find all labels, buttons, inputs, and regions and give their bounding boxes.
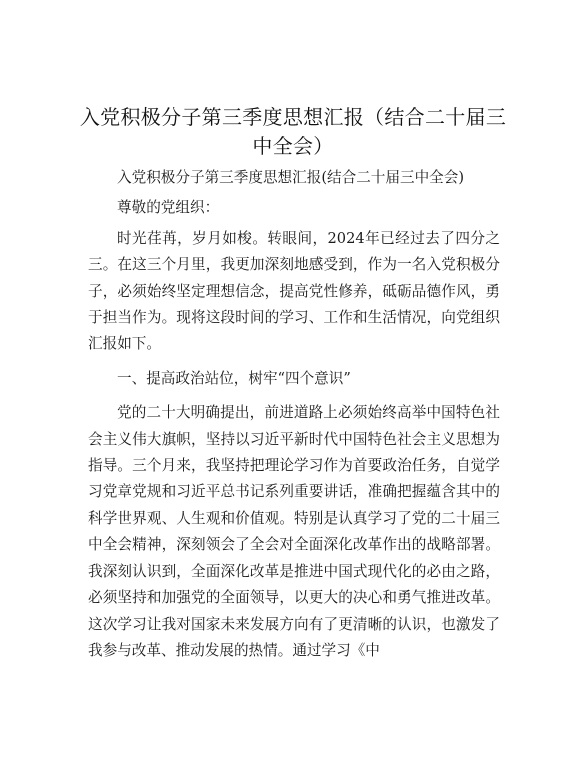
paragraph-intro: 时光荏苒，岁月如梭。转眼间，2024年已经过去了四分之三。在这三个月里，我更加深刻地感受到，作为一名入党积极分子，必须始终坚定理想信念，提高党性修养，砥砺品德作风，勇于担当作为。现将这段时间的学习、工作和生活情况，向党组织汇报如下。 bbox=[88, 229, 500, 353]
salutation: 尊敬的党组织： bbox=[117, 199, 220, 217]
document-subtitle: 入党积极分子第三季度思想汇报(结合二十届三中全会) bbox=[117, 169, 465, 186]
document-title: 入党积极分子第三季度思想汇报（结合二十届三中全会） bbox=[79, 105, 507, 158]
document-body bbox=[88, 165, 500, 664]
section-heading-1: 一、提高政治站位，树牢“四个意识” bbox=[117, 369, 351, 387]
paragraph-section-1: 党的二十大明确提出，前进道路上必须始终高举中国特色社会主义伟大旗帜，坚持以习近平新时代中国特色社会主义思想为指导。三个月来，我坚持把理论学习作为首要政治任务，自觉学习党章党规和习近平总书记系列重要讲话，准确把握蕴含其中的科学世界观、人生观和价值观。特别是认真学习了党的二十届三中全会精神，深刻领会了全会对全面深化改革作出的战略部署。我深刻认识到，全面深化改革是推进中国式现代化的必由之路，必须坚持和加强党的全面领导，以更大的决心和勇气推进改革。这次学习让我对国家未来发展方向有了更清晰的认识，也激发了我参与改革、推动发展的热情。通过学习《中 bbox=[88, 404, 500, 659]
